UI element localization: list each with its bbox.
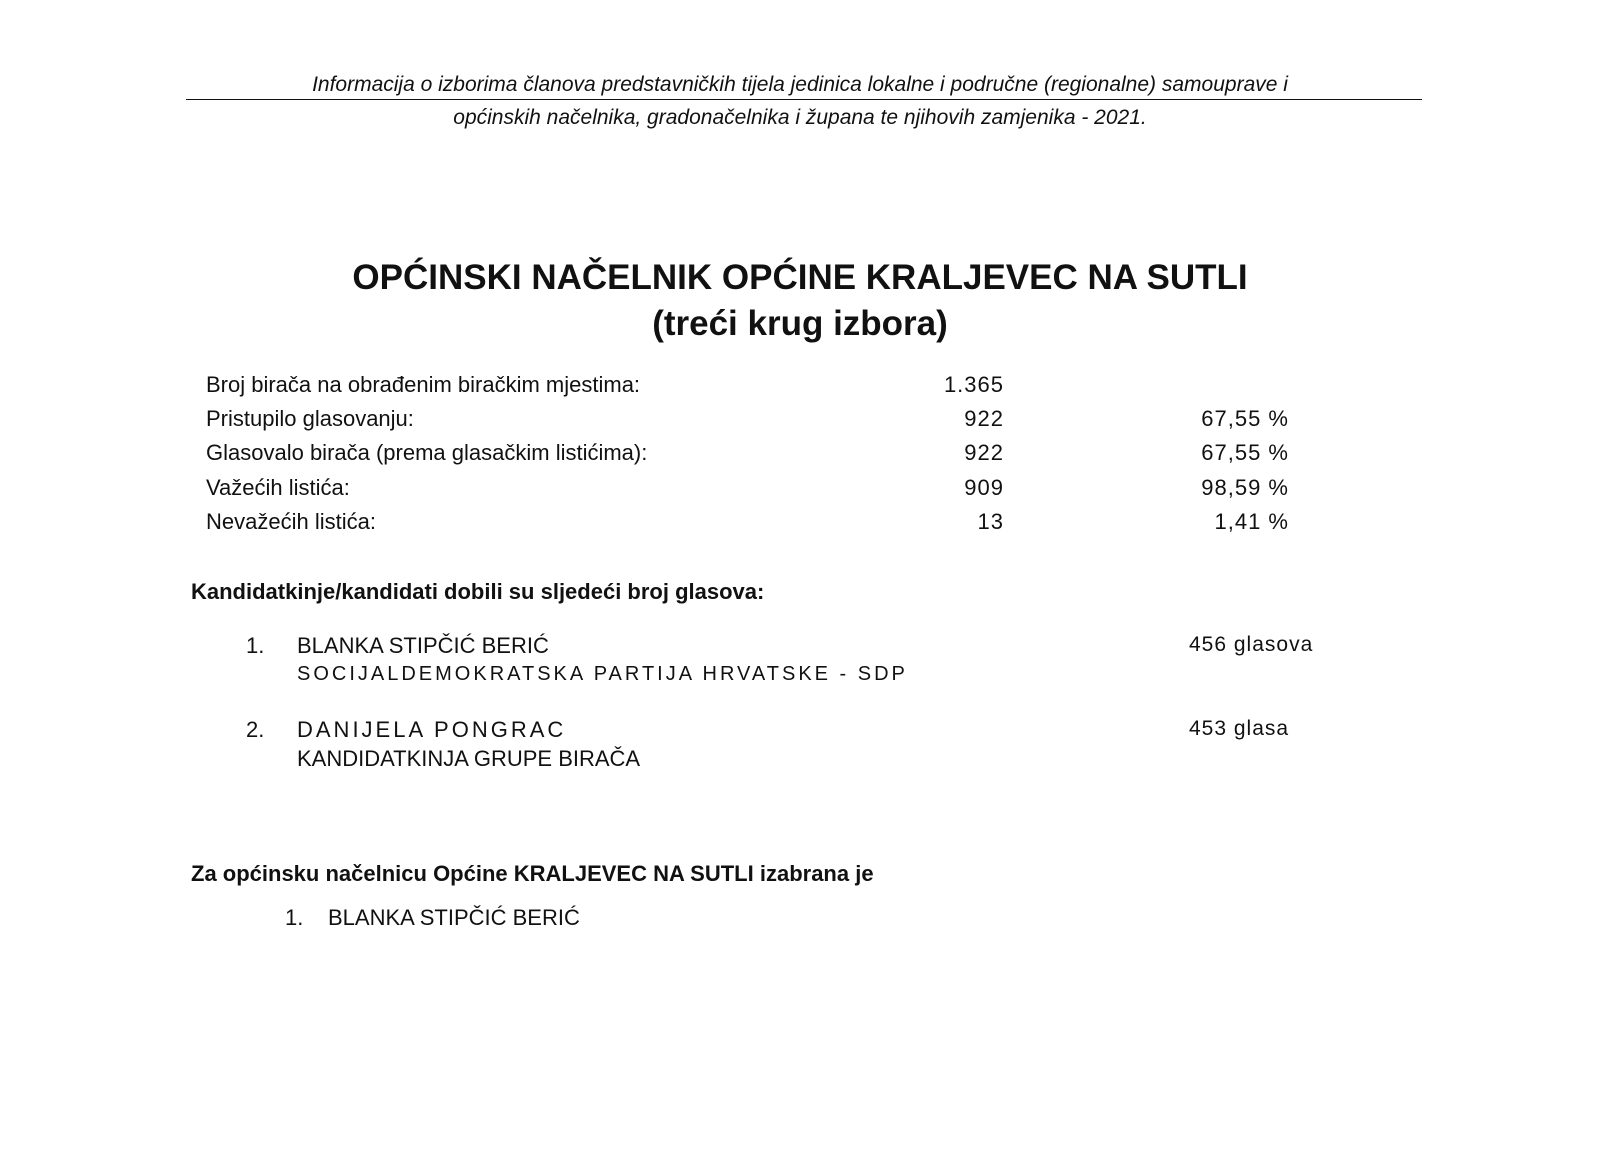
stat-row-ballots-cast — [0, 440, 1600, 474]
header-divider — [186, 99, 1422, 100]
candidate-votes: 456 glasova — [1189, 633, 1314, 656]
stat-percent: 67,55 % — [1201, 440, 1289, 465]
elected-name: BLANKA STIPČIĆ BERIĆ — [328, 905, 580, 930]
candidates-heading: Kandidatkinje/kandidati dobili su sljedeći broj glasova: — [191, 579, 765, 604]
stat-row-valid-ballots — [0, 475, 1600, 509]
stat-value: 909 — [964, 475, 1004, 500]
header-line-2: općinskih načelnika, gradonačelnika i župana te njihovih zamjenika - 2021. — [453, 106, 1147, 129]
candidate-name: BLANKA STIPČIĆ BERIĆ — [297, 633, 549, 658]
stat-percent: 98,59 % — [1201, 475, 1289, 500]
title-line-1: OPĆINSKI NAČELNIK OPĆINE KRALJEVEC NA SUTLI — [352, 258, 1248, 297]
stat-value: 922 — [964, 440, 1004, 465]
stat-percent: 67,55 % — [1201, 406, 1289, 431]
candidate-name: DANIJELA PONGRAC — [297, 717, 567, 742]
stat-label: Važećih listića: — [206, 475, 350, 500]
stat-label: Nevažećih listića: — [206, 509, 376, 534]
stat-value: 922 — [964, 406, 1004, 431]
stat-percent: 1,41 % — [1214, 509, 1289, 534]
candidate-number: 2. — [246, 717, 265, 742]
elected-heading: Za općinsku načelnicu Općine KRALJEVEC NA SUTLI izabrana je — [191, 861, 874, 886]
stat-label: Pristupilo glasovanju: — [206, 406, 414, 431]
stat-label: Broj birača na obrađenim biračkim mjestima: — [206, 372, 641, 397]
stat-value: 13 — [977, 509, 1004, 534]
header-line-1: Informacija o izborima članova predstavničkih tijela jedinica lokalne i područne (regionalne) samouprave i — [312, 73, 1288, 96]
stat-row-voters — [0, 372, 1600, 406]
candidate-party: KANDIDATKINJA GRUPE BIRAČA — [297, 746, 641, 771]
stat-value: 1.365 — [943, 372, 1004, 397]
stat-row-turnout — [0, 406, 1600, 440]
candidate-party: SOCIJALDEMOKRATSKA PARTIJA HRVATSKE - SDP — [297, 663, 908, 685]
stat-row-invalid-ballots — [0, 509, 1600, 543]
candidate-votes: 453 glasa — [1189, 717, 1290, 740]
title-line-2: (treći krug izbora) — [652, 304, 948, 343]
stat-label: Glasovalo birača (prema glasačkim listićima): — [206, 440, 648, 465]
candidate-number: 1. — [246, 633, 265, 658]
elected-number: 1. — [285, 905, 304, 930]
